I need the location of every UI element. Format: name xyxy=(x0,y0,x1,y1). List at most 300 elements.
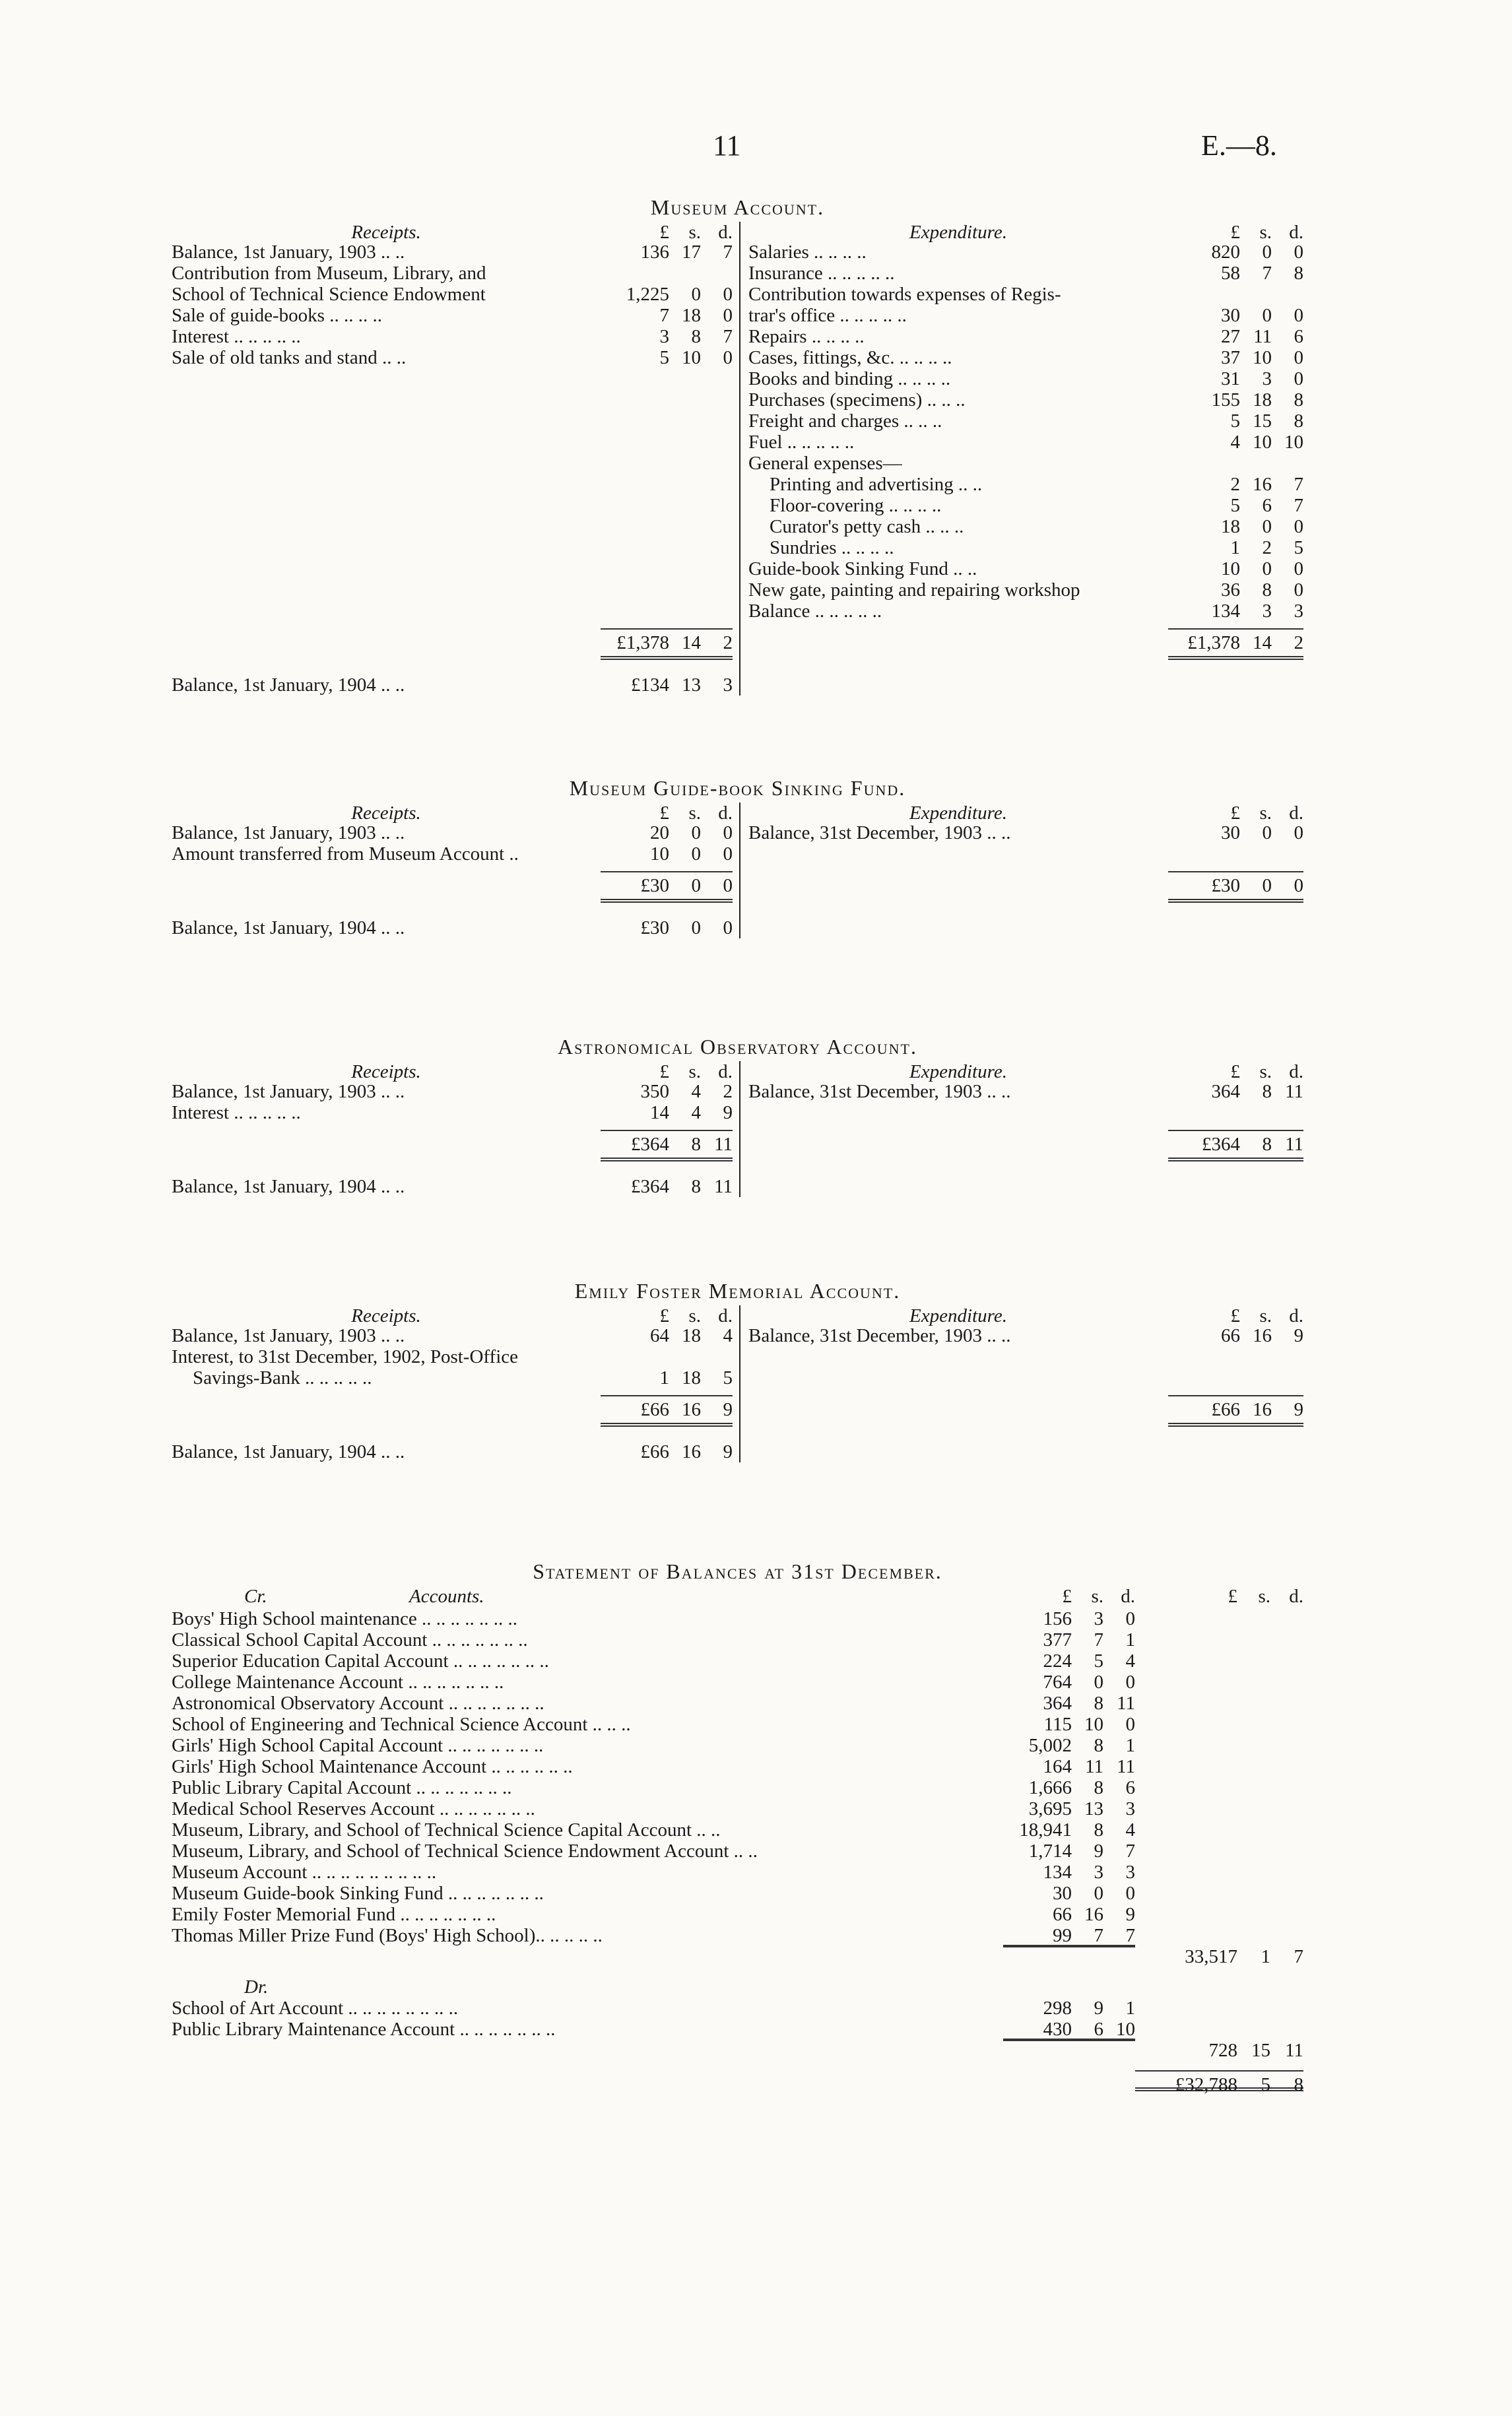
receipts-header xyxy=(172,1305,733,1325)
total-pounds: £1,378 xyxy=(1187,632,1240,653)
expenditure-heading: Expenditure. xyxy=(909,1061,1007,1082)
expenditure-column xyxy=(740,1061,1303,1197)
total-shillings: 16 xyxy=(682,1399,701,1420)
ledger-row xyxy=(748,242,1303,263)
shillings-heading: s. xyxy=(688,802,701,824)
debit-total-row xyxy=(172,2040,1303,2061)
row-shillings: 0 xyxy=(1262,822,1272,843)
row-description: Amount transferred from Museum Account .. xyxy=(172,843,519,865)
total-pounds: £66 xyxy=(640,1399,669,1420)
total-pence: 11 xyxy=(1285,1134,1303,1155)
row-description: School of Technical Science Endowment xyxy=(172,284,486,305)
credit-rows xyxy=(172,1608,1303,1946)
ledger-row xyxy=(172,263,733,284)
row-shillings: 8 xyxy=(1262,579,1272,601)
statement-row xyxy=(172,1904,1303,1925)
closing-pence: 3 xyxy=(723,674,733,696)
row-description: General expenses— xyxy=(748,453,902,474)
pence-heading: d. xyxy=(718,222,733,243)
ledger-row xyxy=(172,326,733,347)
row-shillings: 10 xyxy=(1253,432,1272,453)
row-pounds: 3 xyxy=(659,326,669,347)
row-pence: 0 xyxy=(1294,242,1303,263)
statement-row xyxy=(172,1798,1303,1819)
receipts-total xyxy=(172,1395,733,1420)
total-shillings: 14 xyxy=(1253,632,1272,653)
row-shillings: 15 xyxy=(1253,410,1272,432)
row-pounds: 1,666 xyxy=(1028,1777,1072,1798)
receipts-total xyxy=(172,1130,733,1155)
ledger-row xyxy=(748,474,1303,495)
closing-shillings: 16 xyxy=(682,1441,701,1462)
total-pounds-heading: £ xyxy=(1228,1586,1237,1607)
ledger-row xyxy=(748,579,1303,601)
row-pence: 8 xyxy=(1294,410,1303,432)
row-pence: 5 xyxy=(1294,537,1303,558)
row-description: Purchases (specimens) .. .. .. xyxy=(748,389,966,410)
row-pounds: 14 xyxy=(650,1102,669,1123)
row-pounds: 5,002 xyxy=(1028,1735,1072,1756)
pence-heading: d. xyxy=(718,1305,733,1326)
row-shillings: 18 xyxy=(1253,389,1272,410)
statement-row xyxy=(172,1777,1303,1798)
row-pence: 0 xyxy=(1294,368,1303,389)
total-shillings: 0 xyxy=(1262,875,1272,896)
total-pounds: £1,378 xyxy=(616,632,669,653)
row-shillings: 5 xyxy=(1094,1650,1103,1672)
statement-row xyxy=(172,1608,1303,1629)
expenditure-header xyxy=(748,1061,1303,1081)
row-shillings: 8 xyxy=(1094,1735,1103,1756)
expenditure-total xyxy=(748,1130,1303,1155)
row-pence: 3 xyxy=(1125,1798,1135,1819)
shillings-heading: s. xyxy=(1259,802,1272,824)
section-title: Museum Guide-book Sinking Fund. xyxy=(569,776,906,800)
credit-total-pounds: 33,517 xyxy=(1185,1946,1237,1967)
row-pounds: 764 xyxy=(1043,1672,1072,1693)
row-pounds: 155 xyxy=(1211,389,1240,410)
row-description: Interest .. .. .. .. .. xyxy=(172,326,301,347)
statement-row xyxy=(172,1841,1303,1862)
row-description: Printing and advertising .. .. xyxy=(770,474,983,495)
row-pounds: 66 xyxy=(1221,1325,1240,1346)
row-pence: 9 xyxy=(723,1102,733,1123)
total-pounds: £66 xyxy=(1211,1399,1240,1420)
shillings-heading: s. xyxy=(688,1061,701,1082)
credit-total-row xyxy=(172,1946,1303,1967)
row-pence: 7 xyxy=(723,242,733,263)
receipts-header xyxy=(172,802,733,822)
row-description: Sundries .. .. .. .. xyxy=(770,537,894,558)
grand-total-row xyxy=(172,2070,1303,2095)
ledger-row xyxy=(748,453,1303,474)
total-pence: 9 xyxy=(1294,1399,1303,1420)
closing-balance-label: Balance, 1st January, 1904 .. .. xyxy=(172,917,405,938)
closing-balance xyxy=(172,674,733,696)
receipts-column xyxy=(172,222,740,696)
total-pounds: £30 xyxy=(640,875,669,896)
row-pounds: 134 xyxy=(1211,601,1240,622)
expenditure-rows xyxy=(748,242,1303,622)
statement-row xyxy=(172,1998,1303,2019)
row-description: trar's office .. .. .. .. .. xyxy=(748,305,907,326)
expenditure-total xyxy=(748,1395,1303,1420)
row-pence: 4 xyxy=(1125,1819,1135,1841)
row-shillings: 4 xyxy=(691,1081,701,1102)
row-shillings: 0 xyxy=(1262,558,1272,579)
shillings-heading: s. xyxy=(688,1305,701,1326)
total-pence: 0 xyxy=(723,875,733,896)
row-pence: 0 xyxy=(723,822,733,843)
row-pounds: 36 xyxy=(1221,579,1240,601)
expenditure-heading: Expenditure. xyxy=(909,222,1007,243)
expenditure-column xyxy=(740,222,1303,696)
row-shillings: 16 xyxy=(1084,1904,1103,1925)
account-name: Superior Education Capital Account .. .. .. .. .. .. .. xyxy=(172,1650,549,1672)
row-shillings: 18 xyxy=(682,1325,701,1346)
row-pence: 11 xyxy=(1117,1756,1135,1777)
row-pounds: 820 xyxy=(1211,242,1240,263)
ledger-row xyxy=(748,601,1303,622)
credit-total-pence: 7 xyxy=(1294,1946,1303,1967)
row-pence: 0 xyxy=(723,284,733,305)
debit-heading: Dr. xyxy=(244,1976,269,1998)
row-shillings: 18 xyxy=(682,1367,701,1388)
row-pence: 7 xyxy=(1125,1925,1135,1946)
row-pounds: 20 xyxy=(650,822,669,843)
statement-row xyxy=(172,1629,1303,1650)
pounds-heading: £ xyxy=(659,1305,669,1326)
row-pence: 7 xyxy=(1125,1841,1135,1862)
row-pounds: 4 xyxy=(1230,432,1240,453)
account-name: School of Engineering and Technical Science Account .. .. .. xyxy=(172,1714,631,1735)
pence-heading: d. xyxy=(718,802,733,824)
total-shillings: 14 xyxy=(682,632,701,653)
closing-pence: 0 xyxy=(723,917,733,938)
row-pounds: 5 xyxy=(1230,410,1240,432)
row-shillings: 10 xyxy=(682,347,701,368)
receipts-rows xyxy=(172,822,733,865)
receipts-total xyxy=(172,628,733,653)
row-description: Interest .. .. .. .. .. xyxy=(172,1102,301,1123)
row-pounds: 27 xyxy=(1221,326,1240,347)
ledger xyxy=(172,222,1303,696)
row-shillings: 8 xyxy=(1094,1693,1103,1714)
row-pounds: 5 xyxy=(1230,495,1240,516)
closing-pounds: £364 xyxy=(631,1176,669,1197)
ledger-row xyxy=(748,1325,1303,1346)
row-description: Freight and charges .. .. .. xyxy=(748,410,942,432)
row-pounds: 37 xyxy=(1221,347,1240,368)
ledger-row xyxy=(172,305,733,326)
row-shillings: 0 xyxy=(691,822,701,843)
debit-rows xyxy=(172,1998,1303,2040)
row-shillings: 17 xyxy=(682,242,701,263)
row-pounds: 31 xyxy=(1221,368,1240,389)
row-pence: 0 xyxy=(1294,347,1303,368)
closing-balance-label: Balance, 1st January, 1904 .. .. xyxy=(172,1441,405,1462)
total-shillings-heading: s. xyxy=(1258,1586,1270,1607)
row-description: Contribution towards expenses of Regis- xyxy=(748,284,1061,305)
section-title: Emily Foster Memorial Account. xyxy=(574,1279,901,1303)
row-pence: 7 xyxy=(1294,495,1303,516)
grand-total-shillings: 5 xyxy=(1261,2074,1270,2095)
row-shillings: 11 xyxy=(1085,1756,1103,1777)
shillings-heading: s. xyxy=(1259,222,1272,243)
total-shillings: 8 xyxy=(691,1134,701,1155)
total-pence: 2 xyxy=(1294,632,1303,653)
account-name: Thomas Miller Prize Fund (Boys' High School).. .. .. .. .. xyxy=(172,1925,603,1946)
row-pence: 10 xyxy=(1116,2019,1135,2040)
row-description: Balance, 1st January, 1903 .. .. xyxy=(172,1325,405,1346)
row-description: Guide-book Sinking Fund .. .. xyxy=(748,558,977,579)
ledger-row xyxy=(748,284,1303,305)
row-pence: 4 xyxy=(1125,1650,1135,1672)
ledger-row xyxy=(748,389,1303,410)
row-shillings: 9 xyxy=(1094,1998,1103,2019)
emily-foster-section xyxy=(172,1280,1303,1462)
row-pence: 10 xyxy=(1284,432,1303,453)
row-pounds: 10 xyxy=(650,843,669,865)
pence-heading: d. xyxy=(1289,802,1303,824)
total-shillings: 0 xyxy=(691,875,701,896)
ledger-row xyxy=(172,843,733,865)
row-pence: 0 xyxy=(723,305,733,326)
row-shillings: 16 xyxy=(1253,1325,1272,1346)
debit-total-pounds: 728 xyxy=(1208,2040,1237,2061)
row-description: Repairs .. .. .. .. xyxy=(748,326,865,347)
row-pounds: 364 xyxy=(1043,1693,1072,1714)
grand-total-pence: 8 xyxy=(1294,2074,1303,2095)
row-shillings: 11 xyxy=(1253,326,1272,347)
row-pounds: 18,941 xyxy=(1019,1819,1072,1841)
row-description: Balance, 1st January, 1903 .. .. xyxy=(172,822,405,843)
grand-total-pounds: £32,788 xyxy=(1175,2074,1237,2095)
row-description: Insurance .. .. .. .. .. xyxy=(748,263,895,284)
receipts-column xyxy=(172,1061,740,1197)
ledger-row xyxy=(748,516,1303,537)
row-pence: 0 xyxy=(1125,1672,1135,1693)
row-pence: 0 xyxy=(1294,558,1303,579)
pence-heading: d. xyxy=(1289,1061,1303,1082)
row-pence: 3 xyxy=(1125,1862,1135,1883)
shillings-heading: s. xyxy=(1259,1061,1272,1082)
receipts-heading: Receipts. xyxy=(351,802,421,824)
row-description: Balance, 1st January, 1903 .. .. xyxy=(172,1081,405,1102)
expenditure-total xyxy=(748,871,1303,896)
row-pounds: 30 xyxy=(1221,822,1240,843)
account-name: Medical School Reserves Account .. .. .. .. .. .. .. xyxy=(172,1798,535,1819)
row-description: Savings-Bank .. .. .. .. .. xyxy=(193,1367,372,1388)
receipts-header xyxy=(172,222,733,242)
account-name: Public Library Capital Account .. .. .. .. .. .. .. xyxy=(172,1777,512,1798)
row-pounds: 66 xyxy=(1053,1904,1072,1925)
ledger-row xyxy=(172,1367,733,1388)
statement-row xyxy=(172,2019,1303,2040)
ledger-row xyxy=(172,242,733,263)
sinking-fund-section xyxy=(172,777,1303,938)
expenditure-header xyxy=(748,802,1303,822)
account-name: Boys' High School maintenance .. .. .. .. .. .. .. xyxy=(172,1608,517,1629)
statement-row xyxy=(172,1883,1303,1904)
statement-row xyxy=(172,1693,1303,1714)
ledger-row xyxy=(172,1346,733,1367)
row-shillings: 6 xyxy=(1262,495,1272,516)
closing-balance-label: Balance, 1st January, 1904 .. .. xyxy=(172,1176,405,1197)
expenditure-heading: Expenditure. xyxy=(909,802,1007,824)
accounts-heading: Accounts. xyxy=(409,1586,484,1607)
statement-row xyxy=(172,1672,1303,1693)
account-name: Astronomical Observatory Account .. .. .. .. .. .. .. xyxy=(172,1693,544,1714)
row-pounds: 1 xyxy=(659,1367,669,1388)
total-pence: 0 xyxy=(1294,875,1303,896)
ledger-row xyxy=(172,1102,733,1123)
row-shillings: 8 xyxy=(1094,1777,1103,1798)
row-pounds: 1,225 xyxy=(626,284,669,305)
receipts-rows xyxy=(172,1325,733,1388)
shillings-heading: s. xyxy=(1259,1305,1272,1326)
row-pounds: 5 xyxy=(659,347,669,368)
row-pence: 0 xyxy=(1294,305,1303,326)
pounds-heading: £ xyxy=(1230,222,1240,243)
receipts-rows xyxy=(172,1081,733,1123)
receipts-column xyxy=(172,1305,740,1462)
account-name: School of Art Account .. .. .. .. .. .. .. .. xyxy=(172,1998,459,2019)
row-pounds: 164 xyxy=(1043,1756,1072,1777)
statement-row xyxy=(172,1925,1303,1946)
row-pence: 3 xyxy=(1294,601,1303,622)
row-pounds: 30 xyxy=(1221,305,1240,326)
closing-pounds: £30 xyxy=(640,917,669,938)
row-description: Contribution from Museum, Library, and xyxy=(172,263,486,284)
ledger-row xyxy=(172,284,733,305)
row-description: Interest, to 31st December, 1902, Post-Office xyxy=(172,1346,519,1367)
ledger-row xyxy=(748,410,1303,432)
statement-row xyxy=(172,1862,1303,1883)
account-name: Museum, Library, and School of Technical Science Endowment Account .. .. xyxy=(172,1841,758,1862)
row-shillings: 3 xyxy=(1262,601,1272,622)
row-pence: 2 xyxy=(723,1081,733,1102)
row-pounds: 430 xyxy=(1043,2019,1072,2040)
row-pence: 0 xyxy=(1125,1883,1135,1904)
statement-row xyxy=(172,1650,1303,1672)
debit-total-pence: 11 xyxy=(1285,2040,1303,2061)
row-pounds: 364 xyxy=(1211,1081,1240,1102)
row-pence: 6 xyxy=(1125,1777,1135,1798)
ledger-row xyxy=(748,263,1303,284)
row-pounds: 115 xyxy=(1043,1714,1072,1735)
statement-of-balances-section xyxy=(172,1559,1303,2095)
row-shillings: 9 xyxy=(1094,1841,1103,1862)
closing-pounds: £134 xyxy=(631,674,669,696)
expenditure-header xyxy=(748,1305,1303,1325)
section-title: Statement of Balances at 31st December. xyxy=(533,1559,942,1583)
total-pounds: £364 xyxy=(631,1134,669,1155)
pence-heading: d. xyxy=(1289,1305,1303,1326)
row-shillings: 10 xyxy=(1084,1714,1103,1735)
row-shillings: 0 xyxy=(1262,242,1272,263)
document-reference: E.—8. xyxy=(1201,129,1277,162)
ledger-row xyxy=(748,1081,1303,1102)
expenditure-header xyxy=(748,222,1303,242)
row-shillings: 7 xyxy=(1094,1925,1103,1946)
museum-account-section xyxy=(172,197,1303,696)
shillings-heading: s. xyxy=(688,222,701,243)
expenditure-rows xyxy=(748,1325,1303,1346)
account-name: Classical School Capital Account .. .. .. .. .. .. .. xyxy=(172,1629,528,1650)
total-pence: 9 xyxy=(723,1399,733,1420)
row-description: Cases, fittings, &c. .. .. .. .. xyxy=(748,347,952,368)
row-pounds: 3,695 xyxy=(1028,1798,1072,1819)
closing-balance xyxy=(172,1176,733,1197)
row-shillings: 0 xyxy=(1262,516,1272,537)
row-shillings: 2 xyxy=(1262,537,1272,558)
shillings-heading: s. xyxy=(1091,1586,1103,1607)
row-shillings: 3 xyxy=(1262,368,1272,389)
receipts-total xyxy=(172,871,733,896)
row-pence: 0 xyxy=(1294,579,1303,601)
row-pounds: 7 xyxy=(659,305,669,326)
row-description: Books and binding .. .. .. .. xyxy=(748,368,951,389)
row-pence: 1 xyxy=(1125,1629,1135,1650)
ledger-row xyxy=(748,537,1303,558)
row-pounds: 298 xyxy=(1043,1998,1072,2019)
row-description: Curator's petty cash .. .. .. xyxy=(770,516,964,537)
ledger-row xyxy=(172,347,733,368)
row-shillings: 8 xyxy=(1094,1819,1103,1841)
receipts-heading: Receipts. xyxy=(351,1305,421,1326)
receipts-header xyxy=(172,1061,733,1081)
total-pence: 11 xyxy=(714,1134,733,1155)
receipts-heading: Receipts. xyxy=(351,222,421,243)
closing-pence: 9 xyxy=(723,1441,733,1462)
row-pence: 1 xyxy=(1125,1735,1135,1756)
pounds-heading: £ xyxy=(1230,1061,1240,1082)
total-shillings: 8 xyxy=(1262,1134,1272,1155)
closing-shillings: 0 xyxy=(691,917,701,938)
row-pence: 0 xyxy=(1294,822,1303,843)
expenditure-column xyxy=(740,802,1303,938)
receipts-heading: Receipts. xyxy=(351,1061,421,1082)
row-description: Salaries .. .. .. .. xyxy=(748,242,867,263)
total-shillings: 16 xyxy=(1253,1399,1272,1420)
account-name: Emily Foster Memorial Fund .. .. .. .. .. .. .. xyxy=(172,1904,496,1925)
row-description: Balance, 31st December, 1903 .. .. xyxy=(748,1081,1011,1102)
row-pounds: 1 xyxy=(1230,537,1240,558)
closing-balance xyxy=(172,1441,733,1462)
closing-pence: 11 xyxy=(714,1176,733,1197)
statement-row xyxy=(172,1714,1303,1735)
row-pence: 6 xyxy=(1294,326,1303,347)
expenditure-total xyxy=(748,628,1303,653)
ledger-row xyxy=(172,1325,733,1346)
account-name: Museum Account .. .. .. .. .. .. .. .. .. xyxy=(172,1862,437,1883)
pounds-heading: £ xyxy=(1230,1305,1240,1326)
row-shillings: 0 xyxy=(1094,1672,1103,1693)
row-pounds: 30 xyxy=(1053,1883,1072,1904)
row-pence: 9 xyxy=(1125,1904,1135,1925)
row-pence: 0 xyxy=(723,347,733,368)
row-shillings: 8 xyxy=(1262,1081,1272,1102)
account-name: Public Library Maintenance Account .. .. .. .. .. .. .. xyxy=(172,2019,556,2040)
row-pounds: 58 xyxy=(1221,263,1240,284)
row-pence: 8 xyxy=(1294,263,1303,284)
row-pence: 0 xyxy=(1125,1608,1135,1629)
statement-row xyxy=(172,1756,1303,1777)
row-pence: 1 xyxy=(1125,1998,1135,2019)
credit-total-shillings: 1 xyxy=(1261,1946,1270,1967)
row-description: Fuel .. .. .. .. .. xyxy=(748,432,855,453)
